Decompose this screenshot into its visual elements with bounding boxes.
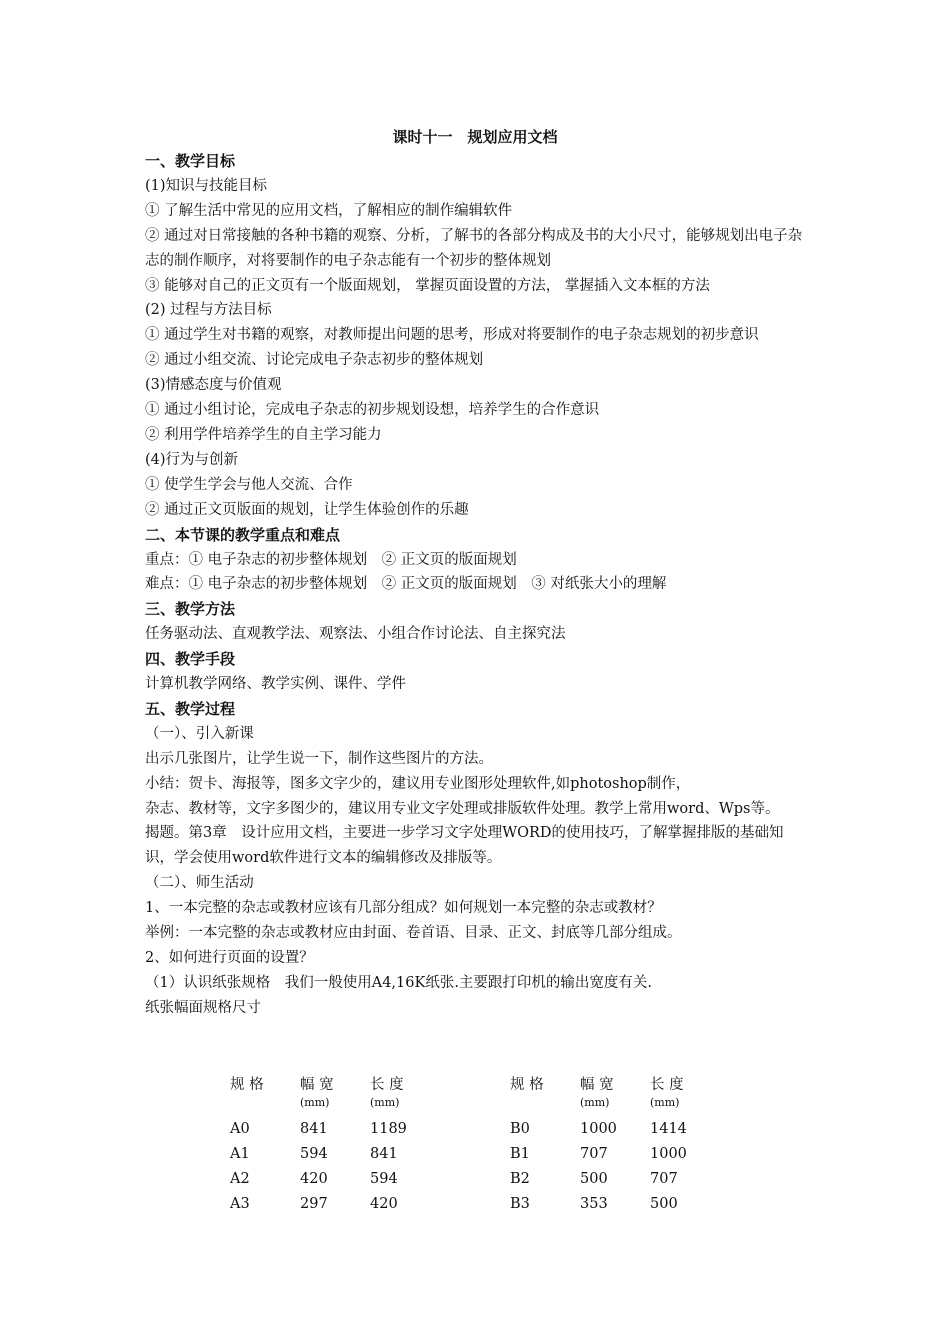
paragraph: 揭题。第3章 设计应用文档，主要进一步学习文字处理WORD的使用技巧，了解掌握排版的基础知识，学会使用word软件进行文本的编辑修改及排版等。 bbox=[145, 825, 784, 867]
subsection-heading: （一）、引入新课 bbox=[145, 725, 254, 742]
table-cell: 594 bbox=[300, 1145, 328, 1162]
list-item: ① 了解生活中常见的应用文档，了解相应的制作编辑软件 bbox=[145, 202, 513, 219]
table-cell: 1000 bbox=[580, 1120, 617, 1137]
paragraph: 举例：一本完整的杂志或教材应由封面、卷首语、目录、正文、封底等几部分组成。 bbox=[145, 925, 682, 942]
table-cell: 420 bbox=[300, 1170, 328, 1187]
subsection-heading: (1)知识与技能目标 bbox=[145, 177, 268, 194]
paragraph: 任务驱动法、直观教学法、观察法、小组合作讨论法、自主探究法 bbox=[145, 626, 566, 643]
table-row bbox=[230, 1166, 720, 1191]
paragraph: 小结：贺卡、海报等，图多文字少的，建议用专业图形处理软件,如photoshop制作， bbox=[145, 775, 691, 792]
table-caption: 纸张幅面规格尺寸 bbox=[145, 999, 261, 1016]
table-cell: 1000 bbox=[650, 1145, 687, 1162]
table-row bbox=[230, 1116, 720, 1141]
table-cell: 500 bbox=[580, 1170, 608, 1187]
subsection-heading: （二）、师生活动 bbox=[145, 875, 254, 892]
paragraph: （1）认识纸张规格 我们一般使用A4,16K纸张.主要跟打印机的输出宽度有关. bbox=[145, 974, 653, 991]
table-unit-cell: (mm) bbox=[580, 1096, 610, 1109]
list-item: ① 通过小组讨论，完成电子杂志的初步规划设想，培养学生的合作意识 bbox=[145, 402, 600, 419]
table-cell: 1189 bbox=[370, 1120, 407, 1137]
table-cell: A1 bbox=[230, 1145, 250, 1162]
list-item: ① 使学生学会与他人交流、合作 bbox=[145, 476, 353, 493]
section-heading: 一、教学目标 bbox=[145, 152, 236, 170]
section-heading: 三、教学方法 bbox=[145, 600, 236, 619]
subsection-heading: (3)情感态度与价值观 bbox=[145, 377, 282, 394]
table-header-row bbox=[230, 1071, 720, 1096]
table-unit-cell bbox=[230, 1096, 300, 1116]
list-item: ② 利用学件培养学生的自主学习能力 bbox=[145, 426, 382, 443]
section-heading: 四、教学手段 bbox=[145, 650, 236, 669]
table-header-cell: 规 格 bbox=[510, 1077, 544, 1093]
table-row bbox=[230, 1141, 720, 1166]
table-cell: 353 bbox=[580, 1195, 608, 1212]
document-body bbox=[145, 149, 810, 1021]
list-item: ① 通过学生对书籍的观察，对教师提出问题的思考，形成对将要制作的电子杂志规划的初步意识 bbox=[145, 327, 759, 344]
list-item: ② 通过对日常接触的各种书籍的观察、分析，了解书的各部分构成及书的大小尺寸，能够规划出电子杂志的制作顺序，对将要制作的电子杂志能有一个初步的整体规划 bbox=[145, 227, 803, 269]
table-unit-cell: (mm) bbox=[370, 1096, 400, 1109]
paragraph: 计算机教学网络、教学实例、课件、学件 bbox=[145, 676, 406, 693]
document-title: 课时十一 规划应用文档 bbox=[392, 128, 558, 146]
list-item: ② 通过小组交流、讨论完成电子杂志初步的整体规划 bbox=[145, 352, 484, 369]
table-unit-row bbox=[230, 1096, 720, 1116]
table-header-cell: 幅 宽 bbox=[300, 1077, 334, 1093]
table-cell: A2 bbox=[230, 1170, 250, 1187]
table-cell: 707 bbox=[580, 1145, 608, 1162]
table-cell: 594 bbox=[370, 1170, 398, 1187]
table-header-cell: 幅 宽 bbox=[580, 1077, 614, 1093]
subsection-heading: (2) 过程与方法目标 bbox=[145, 302, 272, 319]
key-points-line: 重点：① 电子杂志的初步整体规划 ② 正文页的版面规划 bbox=[145, 551, 517, 568]
subsection-heading: (4)行为与创新 bbox=[145, 451, 239, 468]
table-cell: 500 bbox=[650, 1195, 678, 1212]
paragraph: 出示几张图片，让学生说一下，制作这些图片的方法。 bbox=[145, 750, 493, 767]
table-cell: 420 bbox=[370, 1195, 398, 1212]
paragraph: 2、如何进行页面的设置？ bbox=[145, 950, 314, 966]
table-cell: 841 bbox=[370, 1145, 398, 1162]
table-cell: 1414 bbox=[650, 1120, 687, 1137]
difficult-points-line: 难点：① 电子杂志的初步整体规划 ② 正文页的版面规划 ③ 对纸张大小的理解 bbox=[145, 576, 667, 593]
table-header-cell: 长 度 bbox=[370, 1077, 404, 1093]
list-item: ③ 能够对自己的正文页有一个版面规划， 掌握页面设置的方法， 掌握插入文本框的方法 bbox=[145, 277, 710, 294]
paper-size-table bbox=[230, 1071, 720, 1216]
paragraph: 杂志、教材等，文字多图少的，建议用专业文字处理或排版软件处理。教学上常用word、Wps等。 bbox=[145, 800, 780, 817]
table-header-cell: 规 格 bbox=[230, 1077, 264, 1093]
table-cell: 707 bbox=[650, 1170, 678, 1187]
paragraph: 1、一本完整的杂志或教材应该有几部分组成？如何规划一本完整的杂志或教材？ bbox=[145, 900, 662, 917]
table-unit-cell: (mm) bbox=[650, 1096, 680, 1109]
table-cell: 297 bbox=[300, 1195, 328, 1212]
table-cell: 841 bbox=[300, 1120, 328, 1137]
table-cell: B3 bbox=[510, 1195, 530, 1212]
table-cell: B1 bbox=[510, 1145, 530, 1162]
table-cell: B2 bbox=[510, 1170, 530, 1187]
table-unit-cell: (mm) bbox=[300, 1096, 330, 1109]
table-cell: A3 bbox=[230, 1195, 250, 1212]
table-cell: B0 bbox=[510, 1120, 530, 1137]
table-row bbox=[230, 1191, 720, 1216]
section-heading: 五、教学过程 bbox=[145, 699, 236, 718]
section-heading: 二、本节课的教学重点和难点 bbox=[145, 525, 341, 544]
table-header-cell: 长 度 bbox=[650, 1077, 684, 1093]
table-unit-cell bbox=[510, 1096, 580, 1116]
table-cell: A0 bbox=[230, 1120, 250, 1137]
list-item: ② 通过正文页版面的规划，让学生体验创作的乐趣 bbox=[145, 501, 469, 518]
